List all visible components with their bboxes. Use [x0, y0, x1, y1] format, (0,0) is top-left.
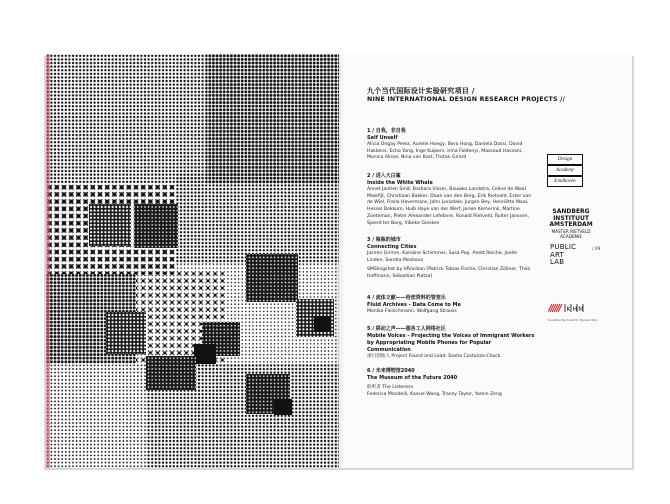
project-title-cn: 2 / 进入大白鲨	[367, 173, 401, 179]
project-participants: Jasmin Grimm, Karoline Schimmer, Susa Pop, Anett Reiche, Joelle Linden, Sandra Moskova	[367, 251, 517, 263]
heading-chinese: 九个当代国际设计实验研究项目 /	[367, 87, 475, 95]
page-number: / 09	[592, 247, 601, 252]
book-spine-shadow	[333, 54, 345, 468]
svg-text:K: K	[566, 306, 571, 313]
project-title-en: The Museum of the Future 2040	[367, 375, 458, 381]
project-1	[367, 128, 535, 162]
project-4	[367, 295, 535, 316]
sandberg-instituut-logo: SANDBERG INSTITUUT AMSTERDAM MASTER RIETVELD ACADEMIE	[549, 208, 593, 239]
halftone-pattern	[46, 54, 339, 468]
khm-mark-icon	[548, 303, 588, 313]
heading-english: NINE INTERNATIONAL DESIGN RESEARCH PROJECTS //	[367, 96, 566, 103]
project-title-cn: 1 / 自我，非自我	[367, 128, 406, 134]
project-title-cn: 4 / 流体文献——给您资料的管笼乐	[367, 295, 446, 301]
design-academy-logo: Design Academy Eindhoven	[547, 154, 583, 188]
project-title-cn: 6 / 未来博物馆2040	[367, 368, 415, 374]
project-participants: 聆听者 The Listeners	[367, 385, 414, 390]
right-page	[339, 54, 632, 468]
project-participants: 项目创始人 Project Found and Lead: Sasha Costanza-Chock	[367, 354, 501, 359]
project-participants: Monika Fleischmann, Wolfgang Strauss	[367, 309, 457, 314]
project-title-en: Mobile Voices - Projecting the Voices of Immigrant Workers by Appropriating Mobile Phones for Popular Communication	[367, 333, 535, 353]
project-participants: Alicia Ongay Perez, Aurelie Hoegy, Bera Hong, Daniela Dossi, David Hakkens, Echo Yang, Inge Kuipers, Irma Foldenyi, Massoud Hassani, Monica Alisse, Nina van Bart, Tristan Girard	[367, 142, 523, 161]
khm-logo: K H M Kunsthochschule für Medien Köln	[548, 298, 598, 322]
project-2	[367, 173, 535, 227]
project-participants-extra: Federica Mandelli, Kassie Wong, Tracey Taylor, Yamin Zeng	[367, 391, 502, 397]
project-participants: Annet Jantien Smit, Barbara Visser, Bouwko Landstra, Celine de Waal Malefijt, Christiaan Bakker, Daan van den Berg, Erik Rietveld, Ester van de Wiel, Frank Havermans, John Lonsdale, Jurgen Bey, Henriëtte Waal, Hessel Dokkum, Huib Haye van der Werf, Jorien Kemerink, Martine Zoeteman, Pieter Alexander Lefebvre, Ronald Rietveld, Ruiter Janssen, Sjoerd ter Borg, Vibeke Gieskes	[367, 187, 532, 226]
project-title-en: Connecting Cities	[367, 244, 417, 250]
project-6	[367, 368, 535, 398]
svg-text:H: H	[572, 306, 578, 313]
public-art-lab-logo: PUBLIC ART LAB	[550, 243, 577, 267]
svg-text:M: M	[578, 306, 584, 313]
project-3	[367, 237, 535, 281]
project-title-cn: 5 / 移动之声——服务工人网络社区	[367, 326, 446, 332]
project-title-en: Self Unself	[367, 135, 398, 141]
project-title-en: Inside the White Whale	[367, 180, 433, 186]
project-5	[367, 326, 535, 361]
project-participants-extra: SMSlingshot by VR/urban [Patrick Tobias Fische, Christian Zöllner, Thilo Hoffmann, Sebastian Piatza]	[367, 267, 531, 280]
project-title-cn: 3 / 瓶瓶的城市	[367, 237, 401, 243]
project-title-en: Fluid Archives - Data Come to Me	[367, 302, 461, 308]
left-page-halftone-art	[46, 54, 339, 468]
